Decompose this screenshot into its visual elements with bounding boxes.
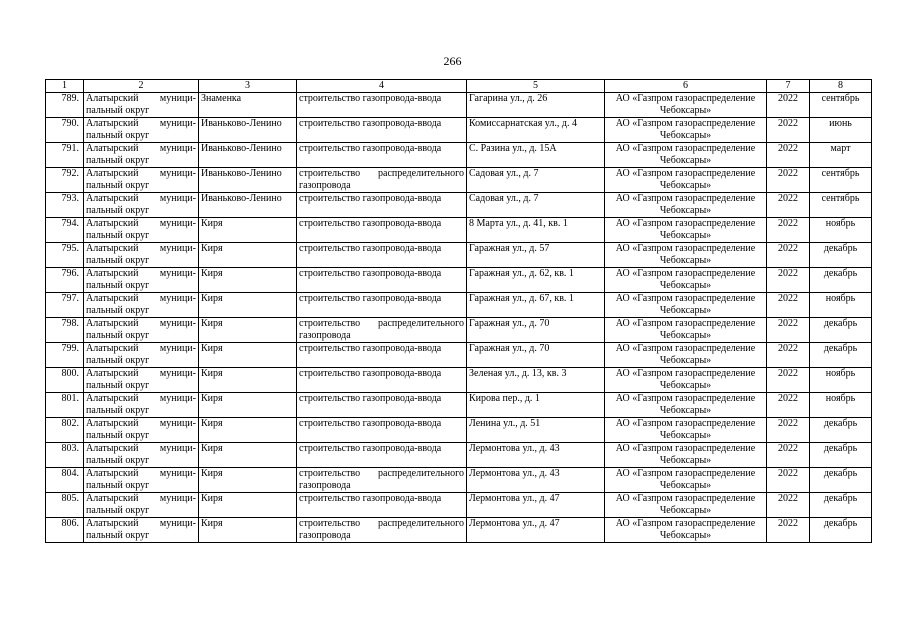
address-cell: Комиссарнатская ул., д. 4: [467, 118, 605, 143]
row-number: 803.: [46, 443, 84, 468]
district-word: муници-: [159, 393, 196, 404]
district-cell: [84, 468, 199, 493]
address-cell: Зеленая ул., д. 13, кв. 3: [467, 368, 605, 393]
year-cell: 2022: [767, 368, 810, 393]
district-word: Алатырский: [86, 318, 139, 329]
district-word: муници-: [159, 468, 196, 479]
row-number: 793.: [46, 193, 84, 218]
settlement-cell: Киря: [199, 393, 297, 418]
district-word: муници-: [159, 518, 196, 529]
month-cell: декабрь: [810, 343, 872, 368]
work-type-cell: строительство газопровода-ввода: [297, 93, 467, 118]
gasification-table: [45, 79, 872, 543]
organization-cell: АО «Газпром газораспределение Чебоксары»: [605, 193, 767, 218]
district-line: пальный округ: [86, 530, 150, 541]
table-row: [46, 493, 872, 518]
row-number: 805.: [46, 493, 84, 518]
month-cell: декабрь: [810, 493, 872, 518]
work-type-cell: строительство газопровода-ввода: [297, 143, 467, 168]
column-header: 2: [84, 80, 199, 93]
district-word: Алатырский: [86, 243, 139, 254]
work-type-cell: строительство газопровода-ввода: [297, 218, 467, 243]
address-cell: 8 Марта ул., д. 41, кв. 1: [467, 218, 605, 243]
settlement-cell: Киря: [199, 493, 297, 518]
address-cell: Лермонтова ул., д. 43: [467, 443, 605, 468]
district-word: Алатырский: [86, 118, 139, 129]
district-line: пальный округ: [86, 405, 150, 416]
organization-cell: АО «Газпром газораспределение Чебоксары»: [605, 318, 767, 343]
organization-cell: АО «Газпром газораспределение Чебоксары»: [605, 268, 767, 293]
address-cell: Гаражная ул., д. 67, кв. 1: [467, 293, 605, 318]
table-row: [46, 118, 872, 143]
row-number: 801.: [46, 393, 84, 418]
organization-cell: АО «Газпром газораспределение Чебоксары»: [605, 418, 767, 443]
year-cell: 2022: [767, 168, 810, 193]
row-number: 791.: [46, 143, 84, 168]
table-row: [46, 518, 872, 543]
district-line: пальный округ: [86, 380, 150, 391]
district-word: Алатырский: [86, 418, 139, 429]
district-cell: [84, 93, 199, 118]
district-word: муници-: [159, 143, 196, 154]
settlement-cell: Киря: [199, 368, 297, 393]
district-word: Алатырский: [86, 168, 139, 179]
column-header: 4: [297, 80, 467, 93]
organization-cell: АО «Газпром газораспределение Чебоксары»: [605, 143, 767, 168]
organization-cell: АО «Газпром газораспределение Чебоксары»: [605, 468, 767, 493]
district-cell: [84, 393, 199, 418]
work-type-cell: строительство газопровода-ввода: [297, 268, 467, 293]
month-cell: декабрь: [810, 468, 872, 493]
work-type-cell: строительство газопровода-ввода: [297, 393, 467, 418]
table-row: [46, 343, 872, 368]
row-number: 789.: [46, 93, 84, 118]
district-line: пальный округ: [86, 230, 150, 241]
district-cell: [84, 293, 199, 318]
work-type-cell: строительство распределительного газопровода: [297, 168, 467, 193]
year-cell: 2022: [767, 218, 810, 243]
district-word: муници-: [159, 93, 196, 104]
year-cell: 2022: [767, 318, 810, 343]
address-cell: Лермонтова ул., д. 47: [467, 518, 605, 543]
organization-cell: АО «Газпром газораспределение Чебоксары»: [605, 218, 767, 243]
header-row: [46, 80, 872, 93]
organization-cell: АО «Газпром газораспределение Чебоксары»: [605, 443, 767, 468]
year-cell: 2022: [767, 243, 810, 268]
district-cell: [84, 518, 199, 543]
settlement-cell: Киря: [199, 293, 297, 318]
organization-cell: АО «Газпром газораспределение Чебоксары»: [605, 93, 767, 118]
column-header: 7: [767, 80, 810, 93]
row-number: 796.: [46, 268, 84, 293]
district-line: пальный округ: [86, 455, 150, 466]
table-row: [46, 393, 872, 418]
district-line: пальный округ: [86, 105, 150, 116]
year-cell: 2022: [767, 118, 810, 143]
organization-cell: АО «Газпром газораспределение Чебоксары»: [605, 343, 767, 368]
table-row: [46, 168, 872, 193]
row-number: 797.: [46, 293, 84, 318]
district-word: муници-: [159, 243, 196, 254]
work-type-cell: строительство газопровода-ввода: [297, 343, 467, 368]
year-cell: 2022: [767, 518, 810, 543]
organization-cell: АО «Газпром газораспределение Чебоксары»: [605, 293, 767, 318]
work-type-cell: строительство газопровода-ввода: [297, 118, 467, 143]
settlement-cell: Киря: [199, 218, 297, 243]
address-cell: Гаражная ул., д. 57: [467, 243, 605, 268]
district-cell: [84, 243, 199, 268]
table-row: [46, 268, 872, 293]
address-cell: Лермонтова ул., д. 43: [467, 468, 605, 493]
month-cell: ноябрь: [810, 393, 872, 418]
organization-cell: АО «Газпром газораспределение Чебоксары»: [605, 368, 767, 393]
work-type-cell: строительство газопровода-ввода: [297, 368, 467, 393]
year-cell: 2022: [767, 143, 810, 168]
table-row: [46, 218, 872, 243]
month-cell: декабрь: [810, 268, 872, 293]
district-word: Алатырский: [86, 143, 139, 154]
row-number: 790.: [46, 118, 84, 143]
district-cell: [84, 193, 199, 218]
district-cell: [84, 443, 199, 468]
district-word: муници-: [159, 293, 196, 304]
year-cell: 2022: [767, 293, 810, 318]
table-row: [46, 368, 872, 393]
row-number: 794.: [46, 218, 84, 243]
table-row: [46, 443, 872, 468]
page-number: 266: [443, 54, 462, 68]
address-cell: Кирова пер., д. 1: [467, 393, 605, 418]
address-cell: Садовая ул., д. 7: [467, 193, 605, 218]
row-number: 799.: [46, 343, 84, 368]
district-cell: [84, 493, 199, 518]
district-word: Алатырский: [86, 293, 139, 304]
column-header: 1: [46, 80, 84, 93]
month-cell: декабрь: [810, 418, 872, 443]
settlement-cell: Знаменка: [199, 93, 297, 118]
district-word: муници-: [159, 118, 196, 129]
district-line: пальный округ: [86, 330, 150, 341]
row-number: 798.: [46, 318, 84, 343]
district-line: пальный округ: [86, 130, 150, 141]
district-word: Алатырский: [86, 93, 139, 104]
work-type-cell: строительство газопровода-ввода: [297, 193, 467, 218]
district-word: муници-: [159, 493, 196, 504]
organization-cell: АО «Газпром газораспределение Чебоксары»: [605, 518, 767, 543]
district-line: пальный округ: [86, 180, 150, 191]
month-cell: ноябрь: [810, 368, 872, 393]
settlement-cell: Киря: [199, 518, 297, 543]
organization-cell: АО «Газпром газораспределение Чебоксары»: [605, 168, 767, 193]
row-number: 804.: [46, 468, 84, 493]
settlement-cell: Иваньково-Ленино: [199, 143, 297, 168]
work-type-cell: строительство газопровода-ввода: [297, 443, 467, 468]
address-cell: Гаражная ул., д. 70: [467, 318, 605, 343]
year-cell: 2022: [767, 93, 810, 118]
table-row: [46, 193, 872, 218]
settlement-cell: Киря: [199, 418, 297, 443]
settlement-cell: Киря: [199, 268, 297, 293]
table-row: [46, 243, 872, 268]
district-cell: [84, 168, 199, 193]
settlement-cell: Киря: [199, 318, 297, 343]
district-word: муници-: [159, 193, 196, 204]
address-cell: Садовая ул., д. 7: [467, 168, 605, 193]
month-cell: ноябрь: [810, 218, 872, 243]
district-line: пальный округ: [86, 305, 150, 316]
work-type-cell: строительство распределительного газопровода: [297, 468, 467, 493]
row-number: 806.: [46, 518, 84, 543]
district-cell: [84, 143, 199, 168]
column-header: 5: [467, 80, 605, 93]
address-cell: С. Разина ул., д. 15А: [467, 143, 605, 168]
table-row: [46, 93, 872, 118]
district-word: Алатырский: [86, 368, 139, 379]
district-word: Алатырский: [86, 443, 139, 454]
district-cell: [84, 118, 199, 143]
settlement-cell: Киря: [199, 443, 297, 468]
work-type-cell: строительство газопровода-ввода: [297, 243, 467, 268]
district-word: Алатырский: [86, 193, 139, 204]
district-word: муници-: [159, 443, 196, 454]
work-type-cell: строительство газопровода-ввода: [297, 293, 467, 318]
month-cell: март: [810, 143, 872, 168]
district-cell: [84, 368, 199, 393]
year-cell: 2022: [767, 493, 810, 518]
district-cell: [84, 268, 199, 293]
year-cell: 2022: [767, 443, 810, 468]
district-cell: [84, 343, 199, 368]
district-word: Алатырский: [86, 218, 139, 229]
month-cell: декабрь: [810, 243, 872, 268]
district-cell: [84, 418, 199, 443]
settlement-cell: Киря: [199, 468, 297, 493]
year-cell: 2022: [767, 268, 810, 293]
district-word: муници-: [159, 418, 196, 429]
district-line: пальный округ: [86, 430, 150, 441]
year-cell: 2022: [767, 193, 810, 218]
settlement-cell: Иваньково-Ленино: [199, 118, 297, 143]
year-cell: 2022: [767, 418, 810, 443]
table-row: [46, 418, 872, 443]
district-line: пальный округ: [86, 255, 150, 266]
district-line: пальный округ: [86, 505, 150, 516]
column-header: 6: [605, 80, 767, 93]
row-number: 792.: [46, 168, 84, 193]
district-line: пальный округ: [86, 155, 150, 166]
month-cell: декабрь: [810, 518, 872, 543]
table-row: [46, 318, 872, 343]
district-word: муници-: [159, 343, 196, 354]
month-cell: июнь: [810, 118, 872, 143]
settlement-cell: Иваньково-Ленино: [199, 168, 297, 193]
table-row: [46, 143, 872, 168]
organization-cell: АО «Газпром газораспределение Чебоксары»: [605, 493, 767, 518]
organization-cell: АО «Газпром газораспределение Чебоксары»: [605, 243, 767, 268]
district-word: Алатырский: [86, 518, 139, 529]
row-number: 795.: [46, 243, 84, 268]
district-word: Алатырский: [86, 493, 139, 504]
year-cell: 2022: [767, 468, 810, 493]
work-type-cell: строительство газопровода-ввода: [297, 418, 467, 443]
year-cell: 2022: [767, 343, 810, 368]
district-line: пальный округ: [86, 280, 150, 291]
organization-cell: АО «Газпром газораспределение Чебоксары»: [605, 393, 767, 418]
month-cell: сентябрь: [810, 193, 872, 218]
district-line: пальный округ: [86, 205, 150, 216]
district-word: Алатырский: [86, 393, 139, 404]
settlement-cell: Киря: [199, 243, 297, 268]
district-cell: [84, 218, 199, 243]
district-word: муници-: [159, 168, 196, 179]
district-word: Алатырский: [86, 343, 139, 354]
district-word: муници-: [159, 218, 196, 229]
table-row: [46, 293, 872, 318]
column-header: 3: [199, 80, 297, 93]
settlement-cell: Киря: [199, 343, 297, 368]
work-type-cell: строительство распределительного газопровода: [297, 318, 467, 343]
address-cell: Гагарина ул., д. 26: [467, 93, 605, 118]
address-cell: Ленина ул., д. 51: [467, 418, 605, 443]
district-cell: [84, 318, 199, 343]
district-word: Алатырский: [86, 268, 139, 279]
address-cell: Гаражная ул., д. 70: [467, 343, 605, 368]
work-type-cell: строительство распределительного газопровода: [297, 518, 467, 543]
settlement-cell: Иваньково-Ленино: [199, 193, 297, 218]
month-cell: сентябрь: [810, 93, 872, 118]
work-type-cell: строительство газопровода-ввода: [297, 493, 467, 518]
month-cell: сентябрь: [810, 168, 872, 193]
row-number: 802.: [46, 418, 84, 443]
month-cell: декабрь: [810, 318, 872, 343]
district-word: муници-: [159, 368, 196, 379]
district-word: муници-: [159, 318, 196, 329]
district-line: пальный округ: [86, 355, 150, 366]
month-cell: ноябрь: [810, 293, 872, 318]
organization-cell: АО «Газпром газораспределение Чебоксары»: [605, 118, 767, 143]
district-word: муници-: [159, 268, 196, 279]
row-number: 800.: [46, 368, 84, 393]
table-row: [46, 468, 872, 493]
address-cell: Гаражная ул., д. 62, кв. 1: [467, 268, 605, 293]
address-cell: Лермонтова ул., д. 47: [467, 493, 605, 518]
district-line: пальный округ: [86, 480, 150, 491]
column-header: 8: [810, 80, 872, 93]
month-cell: декабрь: [810, 443, 872, 468]
year-cell: 2022: [767, 393, 810, 418]
district-word: Алатырский: [86, 468, 139, 479]
